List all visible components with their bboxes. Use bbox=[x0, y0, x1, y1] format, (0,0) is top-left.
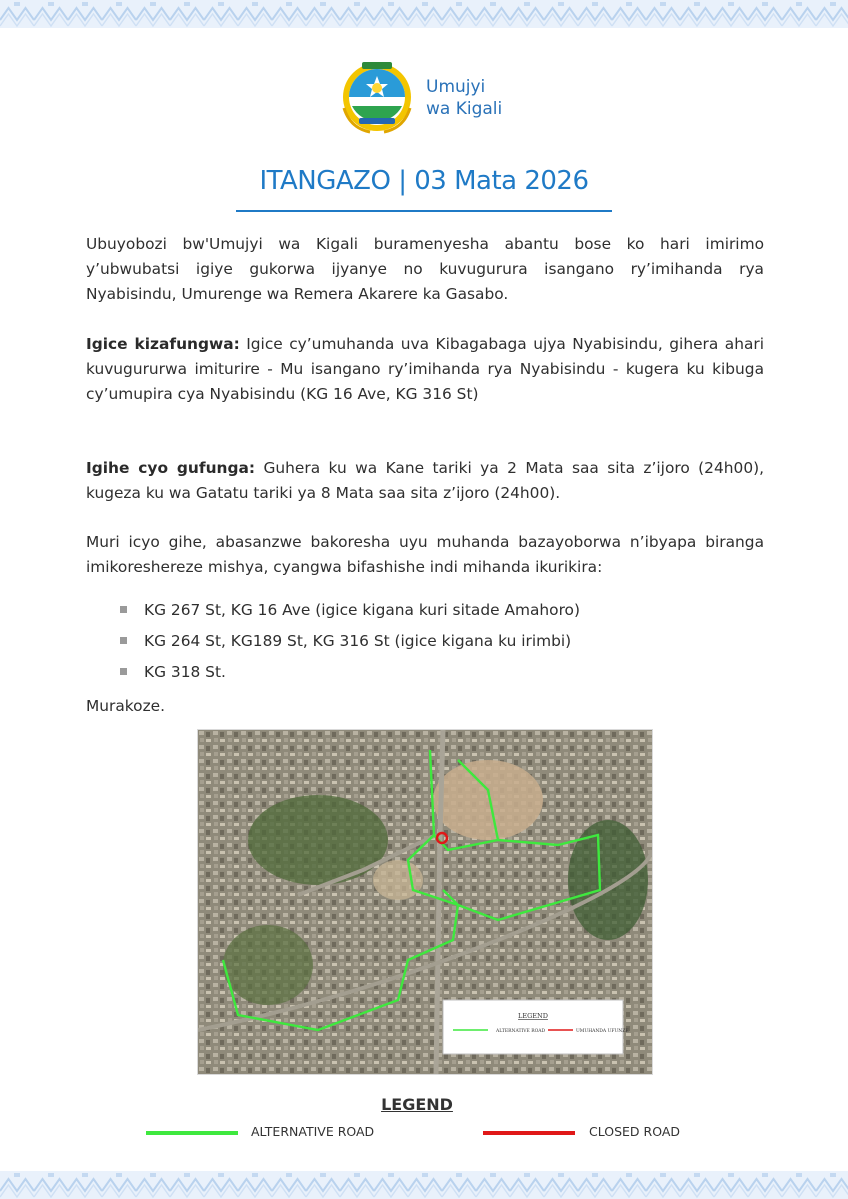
closed-section-text: Igice cy’umuhanda uva Kibagabaga ujya Nyabisindu, gihera ahari kuvugururwa imiturire - Mu isangano ry’imihanda rya Nyabisindu - kugera ku kibuga cy’umupira cya Nyabisindu (KG 16 Ave, KG 316 St) bbox=[86, 335, 764, 403]
alternative-routes-list bbox=[120, 598, 580, 691]
logo-wordmark bbox=[426, 76, 502, 120]
city-seal-emblem bbox=[340, 58, 414, 136]
page-title: ITANGAZO | 03 Mata 2026 bbox=[259, 166, 589, 196]
route-text: KG 267 St, KG 16 Ave (igice kigana kuri sitade Amahoro) bbox=[144, 601, 580, 619]
logo-line-1: Umujyi bbox=[426, 77, 486, 97]
list-item bbox=[120, 660, 580, 691]
closed-road-label: CLOSED ROAD bbox=[589, 1124, 680, 1139]
alternative-road-swatch bbox=[146, 1131, 238, 1135]
map-inset-alt-label: ALTERNATIVE ROAD bbox=[496, 1029, 546, 1034]
legend-title: LEGEND bbox=[381, 1095, 453, 1114]
closed-section-paragraph bbox=[86, 332, 764, 407]
map-inset-closed-label: UMUHANDA UFUNZE bbox=[576, 1029, 629, 1034]
closure-time-label: Igihe cyo gufunga: bbox=[86, 459, 256, 477]
logo-line-2: wa Kigali bbox=[426, 99, 503, 119]
route-text: KG 264 St, KG189 St, KG 316 St (igice kigana ku irimbi) bbox=[144, 632, 572, 650]
list-item bbox=[120, 598, 580, 629]
list-item bbox=[120, 629, 580, 660]
bottom-decorative-border bbox=[0, 1171, 848, 1199]
title-underline bbox=[236, 210, 612, 212]
city-logo bbox=[340, 58, 540, 142]
closed-section-label: Igice kizafungwa: bbox=[86, 335, 240, 353]
closure-time-paragraph bbox=[86, 456, 764, 506]
bullet-square-icon bbox=[120, 606, 127, 613]
alternatives-paragraph: Muri icyo gihe, abasanzwe bakoresha uyu muhanda bazayoborwa n’ibyapa biranga imikoreshereze mishya, cyangwa bifashishe indi mihanda ikurikira: bbox=[86, 533, 764, 576]
closing-text: Murakoze. bbox=[86, 697, 166, 715]
satellite-map-image bbox=[197, 729, 653, 1075]
route-text: KG 318 St. bbox=[144, 663, 226, 681]
map-inset-legend-title: LEGEND bbox=[518, 1012, 548, 1020]
intro-paragraph: Ubuyobozi bw'Umujyi wa Kigali buramenyesha abantu bose ko hari imirimo y’ubwubatsi igiye gukorwa ijyanye no kuvugurura isangano ry’imihanda rya Nyabisindu, Umurenge wa Remera Akarere ka Gasabo. bbox=[86, 235, 764, 303]
closed-road-swatch bbox=[483, 1131, 575, 1135]
top-decorative-border bbox=[0, 0, 848, 28]
alternative-road-label: ALTERNATIVE ROAD bbox=[251, 1124, 375, 1139]
bullet-square-icon bbox=[120, 637, 127, 644]
closure-time-text: Guhera ku wa Kane tariki ya 2 Mata saa sita z’ijoro (24h00), kugeza ku wa Gatatu tariki ya 8 Mata saa sita z’ijoro (24h00). bbox=[86, 459, 765, 502]
bullet-square-icon bbox=[120, 668, 127, 675]
